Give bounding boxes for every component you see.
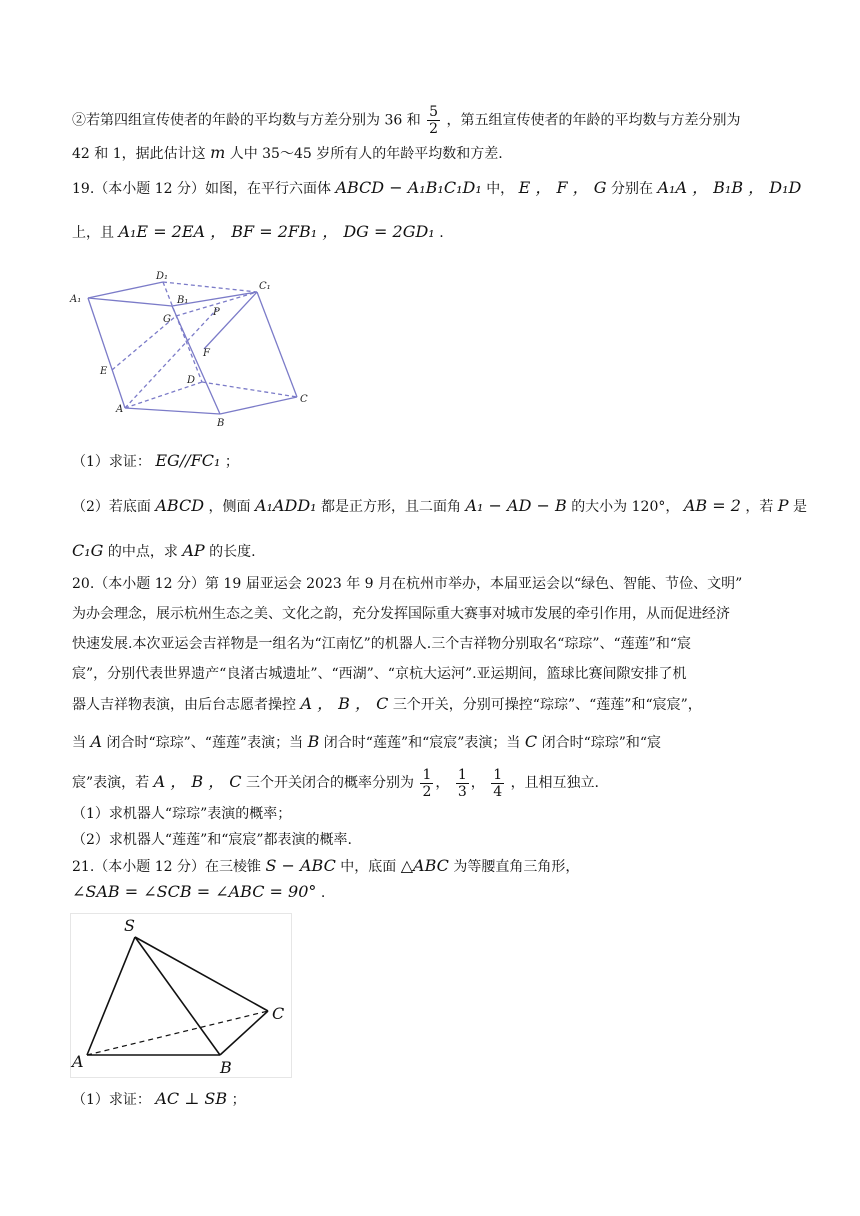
q19-text: 是 (793, 499, 808, 515)
label-E: E (100, 366, 108, 377)
q19-text: 上，且 (72, 225, 114, 241)
label-F: F (203, 348, 210, 359)
q20-text: 当 (72, 735, 86, 751)
label-A: A (116, 404, 124, 415)
q20-text: 闭合时“莲莲”和“宸宸”表演；当 (323, 735, 521, 751)
q19-text: （1）求证： (72, 454, 151, 470)
frac-den: 2 (422, 783, 432, 800)
math-expr: A₁E = 2EA ， BF = 2FB₁ ， DG = 2GD₁ (118, 222, 435, 241)
label-A: A (72, 1052, 84, 1071)
q19-line1 (72, 178, 800, 199)
q20-text: 闭合时“琮琮”和“宸 (541, 735, 662, 751)
math-expr: ABCD (155, 496, 205, 515)
math-expr: ∠SAB = ∠SCB = ∠ABC = 90° (72, 882, 317, 901)
math-expr: S − ABC (265, 856, 336, 875)
math-expr: A ， B ， C (153, 772, 242, 791)
label-B: B (217, 418, 225, 429)
math-expr: A ， B ， C (300, 694, 389, 713)
math-expr: P (777, 496, 789, 515)
label-P: P (213, 307, 220, 318)
q21-text: （1）求证： (72, 1092, 151, 1108)
q19-text: 中， (486, 181, 515, 197)
math-expr: A₁A ， B₁B ， D₁D (657, 178, 802, 197)
q19-text: 都是正方形，且二面角 (321, 499, 462, 515)
frac-num: 1 (457, 766, 467, 783)
frac-num: 5 (429, 104, 439, 120)
math-expr: C (524, 732, 538, 751)
fraction-five-halves (427, 104, 440, 137)
q19-parallelepiped-figure (60, 268, 320, 433)
q20-text: 三个开关闭合的概率分别为 (245, 775, 414, 791)
math-m: m (210, 143, 226, 162)
q21-line2 (72, 882, 800, 903)
q19-text: 19.（本小题 12 分）如图，在平行六面体 (72, 181, 331, 197)
q19-part2-line2 (72, 541, 800, 562)
label-A1: A₁ (70, 294, 82, 305)
frac-den: 3 (457, 783, 467, 800)
q20-line7: 宸”表演，若 A ， B ， C 三个开关闭合的概率分别为 $\frac{1}{2}$ ， $\frac{1}{3}$ ， $\frac{1}{4}$ ，且相互独立. (72, 766, 600, 800)
q20-text: 闭合时“琮琮”、“莲莲”表演；当 (106, 735, 304, 751)
label-C: C (272, 1004, 285, 1023)
math-expr: AB = 2 (683, 496, 741, 515)
label-S: S (124, 916, 135, 935)
math-expr: C₁G (72, 541, 104, 560)
q19-text: （2）若底面 (72, 499, 151, 515)
q21-text: 为等腰直角三角形， (453, 859, 580, 875)
q21-tetrahedron-figure (70, 913, 292, 1078)
q19-text: 的中点，求 (107, 544, 178, 560)
q20-part2: （2）求机器人“莲莲”和“宸宸”都表演的概率. (72, 832, 352, 848)
q20-line4: 宸”，分别代表世界遗产“良渚古城遗址”、“西湖”、“京杭大运河”.亚运期间，篮球比赛间隙安排了机 (72, 666, 687, 682)
q20-text: 宸”表演，若 (72, 775, 150, 791)
math-expr: A₁ADD₁ (254, 496, 317, 515)
q18-part2-line1 (72, 104, 800, 137)
q21-text: 21.（本小题 12 分）在三棱锥 (72, 859, 261, 875)
q19-text: ； (224, 454, 239, 470)
q19-part2-line1 (72, 496, 808, 517)
q21-text: ； (231, 1092, 246, 1108)
label-G: G (163, 314, 171, 325)
q19-text: 的长度. (209, 544, 256, 560)
label-D: D (187, 375, 196, 386)
q20-line6 (72, 732, 800, 753)
math-expr: A₁ − AD − B (465, 496, 567, 515)
frac-den: 2 (429, 121, 439, 137)
q19-line2 (72, 222, 800, 243)
q21-part1 (72, 1089, 800, 1110)
q19-text: ，侧面 (208, 499, 251, 515)
q20-line3: 快速发展.本次亚运会吉祥物是一组名为“江南忆”的机器人.三个吉祥物分别取名“琮琮”、“莲莲”和“宸 (72, 636, 691, 652)
q20-line5 (72, 694, 800, 715)
q18-part2-line2 (72, 143, 800, 164)
q18-text: ，第五组宣传使者的年龄的平均数与方差分别为 (446, 112, 741, 129)
label-C1: C₁ (259, 281, 271, 292)
q21-text: 中，底面 (340, 859, 397, 875)
q18-text: 人中 35～45 岁所有人的年龄平均数和方差. (229, 146, 503, 162)
label-C: C (300, 394, 308, 405)
math-expr: B (307, 732, 320, 751)
q19-part1 (72, 451, 800, 472)
label-B: B (220, 1058, 232, 1077)
fraction-one-quarter (491, 767, 504, 800)
label-B1: B₁ (177, 295, 189, 306)
q18-text: 42 和 1，据此估计这 (72, 146, 206, 162)
fraction-one-third (456, 767, 469, 800)
math-expr: AP (182, 541, 205, 560)
frac-num: 1 (422, 766, 432, 783)
label-D1: D₁ (156, 271, 169, 282)
math-expr: E ， F ， G (518, 178, 607, 197)
q19-text: . (439, 225, 444, 241)
q21-line1 (72, 856, 800, 877)
q20-text: ，且相互独立. (510, 775, 600, 791)
q20-text: 器人吉祥物表演，由后台志愿者操控 (72, 697, 296, 713)
frac-num: 1 (493, 766, 503, 783)
frac-den: 4 (493, 783, 503, 800)
math-expr: EG//FC₁ (155, 451, 221, 470)
math-expr: △ABC (400, 856, 449, 875)
q21-text: . (320, 885, 326, 901)
q20-line1: 20.（本小题 12 分）第 19 届亚运会 2023 年 9 月在杭州市举办，本届亚运会以“绿色、智能、节俭、文明” (72, 576, 743, 592)
fraction-one-half (420, 767, 433, 800)
q19-text: 的大小为 120°， (571, 499, 680, 515)
q20-text: 三个开关，分别可操控“琮琮”、“莲莲”和“宸宸”， (392, 697, 702, 713)
q18-text: ②若第四组宣传使者的年龄的平均数与方差分别为 36 和 (72, 112, 421, 129)
q19-text: ，若 (745, 499, 774, 515)
math-expr: ABCD − A₁B₁C₁D₁ (335, 178, 482, 197)
q20-part1: （1）求机器人“琮琮”表演的概率； (72, 806, 292, 822)
q20-line2: 为办会理念，展示杭州生态之美、文化之韵，充分发挥国际重大赛事对城市发展的牵引作用，从而促进经济 (72, 606, 730, 622)
math-expr: A (90, 732, 103, 751)
math-expr: AC ⊥ SB (155, 1089, 228, 1108)
q19-text: 分别在 (611, 181, 654, 197)
